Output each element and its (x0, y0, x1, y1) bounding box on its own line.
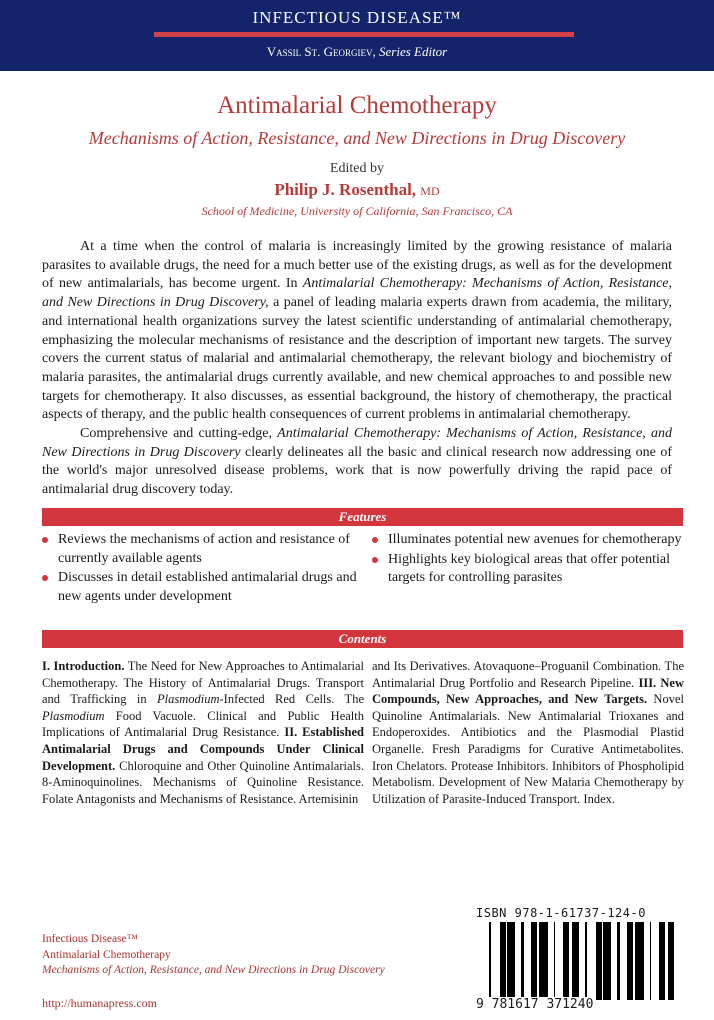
feature-item: Reviews the mechanisms of action and resistance of currently available agents (42, 531, 362, 568)
book-subtitle: Mechanisms of Action, Resistance, and New Directions in Drug Discovery (88, 128, 626, 148)
bullet-icon (372, 537, 378, 543)
publisher-url[interactable]: http://humanapress.com (42, 996, 157, 1010)
series-header (0, 0, 714, 71)
feature-item: Discusses in detail established antimalarial drugs and new agents under development (42, 569, 362, 606)
editor-affiliation: School of Medicine, University of California, San Francisco, CA (201, 204, 513, 218)
barcode-number: 9 781617 371240 (476, 997, 594, 1012)
edited-by: Edited by (329, 161, 385, 176)
features-list-left (42, 531, 362, 607)
isbn-label: ISBN 978-1-61737-124-0 (476, 906, 646, 920)
bullet-icon (372, 557, 378, 563)
contents-column-left: I. Introduction. The Need for New Approaches to Antimalarial Chemotherapy. The History of Antimalarial Drugs. Transport and Trafficking in Plasmodium-Infected Red Cells. The Plasmodium Food Vacuole. Clinical and Public Health Implications of Antimalarial Drug Resistance. II. Established Antimalarial Drugs and Compounds Under Clinical Development. Chloroquine and Other Quinoline Antimalarials. 8-Aminoquinolines. Mechanisms of Quinoline Resistance. Folate Antagonists and Mechanisms of Resistance. Artemisinin (42, 659, 365, 806)
header-rule (154, 32, 574, 37)
description-paragraph: Comprehensive and cutting-edge, Antimalarial Chemotherapy: Mechanisms of Action, Resistance, and New Directions in Drug Discovery clearly delineates all the basic and clinical research now addressing one of the world's major unresolved disease problems, work that is now powerfully driving the rapid pace of antimalarial drug discovery today. (42, 426, 672, 498)
features-list-right (372, 531, 682, 589)
feature-item: Illuminates potential new avenues for chemotherapy (372, 531, 682, 550)
features-heading: Features (42, 508, 683, 526)
feature-item: Highlights key biological areas that offer potential targets for controlling parasites (372, 551, 682, 588)
series-name: INFECTIOUS DISEASE™ (252, 8, 462, 27)
bullet-icon (42, 575, 48, 581)
bullet-icon (42, 537, 48, 543)
contents-heading: Contents (42, 630, 683, 648)
barcode-icon (485, 922, 675, 1000)
footer-info: Infectious Disease™ Antimalarial Chemotherapy Mechanisms of Action, Resistance, and New Directions in Drug Discovery (42, 933, 385, 976)
book-title: Antimalarial Chemotherapy (217, 92, 497, 119)
editor-name: Philip J. Rosenthal, MD (274, 180, 440, 199)
description (42, 238, 672, 500)
series-editor: Vassil St. Georgiev, Series Editor (266, 44, 448, 59)
contents-column-right: and Its Derivatives. Atovaquone–Proguanil Combination. The Antimalarial Drug Portfolio and Research Pipeline. III. New Compounds, New Approaches, and New Targets. Novel Quinoline Antimalarials. New Antimalarial Trioxanes and Endoperoxides. Antibiotics and the Plasmodial Plastid Organelle. Fresh Paradigms for Curative Antimetabolites. Iron Chelators. Protease Inhibitors. Inhibitors of Phospholipid Metabolism. Development of New Malaria Chemotherapy by Utilization of Parasite-Induced Transport. Index. (372, 659, 684, 806)
description-paragraph: At a time when the control of malaria is increasingly limited by the growing resistance of malaria parasites to available drugs, the need for a much better use of the existing drugs, as well as for the development of new antimalarials, has become urgent. In Antimalarial Chemotherapy: Mechanisms of Action, Resistance, and New Directions in Drug Discovery, a panel of leading malaria experts drawn from academia, the military, and international health organizations survey the latest scientific understanding of antimalarial chemotherapy, emphasizing the molecular mechanisms of resistance and the description of important new targets. The survey covers the current status of malarial and antimalarial chemotherapy, the relevant biology and biochemistry of malaria parasites, the antimalarial drugs currently available, and new chemical approaches to and possible new targets for chemotherapy. It also discusses, as essential background, the history of chemotherapy, the practical aspects of therapy, and the public health consequences of current problems in antimalarial chemotherapy. (42, 239, 673, 423)
